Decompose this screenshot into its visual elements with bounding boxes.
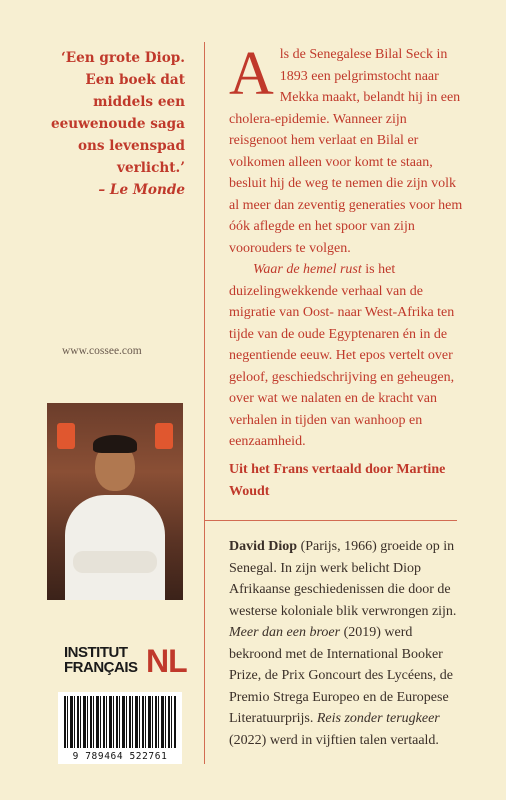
blurb-paragraph-2 [229, 259, 465, 453]
bio-part-2: (2019) werd bekroond met de International Booker Prize, de Prix Goncourt des Lycéens, de Premio Strega Europeo en de Europese Literatuurprijs. [229, 625, 453, 726]
quote-attribution: – Le Monde [98, 182, 185, 198]
bio-book-1: Meer dan een broer [229, 625, 341, 640]
arm-shape [73, 551, 157, 573]
translator-credit: Uit het Frans vertaald door Martine Woudt [229, 462, 446, 499]
blurb-paragraph-2-text: is het duizelingwekkende verhaal van de migratie van Oost- naar West-Afrika ten tijde van de oude Egyptenaren én in de negentiende eeuw. Het epos vertelt over geloof, geschiedschrijving en geheugen, over wat we nalaten en de kracht van verhalen in tijden van wanhoop en eenzaamheid. [229, 262, 455, 449]
book-title: Waar de hemel rust [253, 262, 362, 277]
author-name: David Diop [229, 539, 298, 554]
bio-part-3: (2022) werd in vijftien talen vertaald. [229, 732, 439, 748]
hair-shape [93, 435, 137, 453]
book-blurb [229, 40, 465, 453]
press-quote [40, 47, 185, 201]
quote-text: ‘Een grote Diop. Een boek dat middels een eeuwenoude saga ons levenspad verlicht.’ [50, 50, 185, 176]
logo-line2: FRANÇAIS [64, 659, 138, 676]
logo-line1: INSTITUT [64, 644, 128, 661]
institut-francais-logo [64, 643, 187, 679]
barcode-digits: 9 789464 522761 [72, 751, 168, 762]
blurb-paragraph-1: ls de Senegalese Bilal Seck in 1893 een pelgrimstocht naar Mekka maakt, belandt hij in een cholera-epidemie. Wanneer zijn reisgenoot hem verlaat en Bilal er volkomen alleen voor komt te staan, besluit hij de weg te nemen die zijn volk al meer dan zeventig generaties voor hem óók aflegde en het spoor van zijn voorouders te volgen. [229, 47, 463, 256]
isbn-barcode [58, 692, 182, 764]
author-portrait-icon [47, 403, 183, 600]
logo-suffix: NL [146, 643, 187, 679]
bio-part-1: (Parijs, 1966) groeide op in Senegal. In zijn werk belicht Diop Afrikaanse geschiedenissen die door de westerse koloniale blik verwrongen zijn. [229, 539, 457, 619]
shirt-shape [65, 495, 165, 600]
bio-book-2: Reis zonder terugkeer [316, 711, 440, 726]
vertical-divider [204, 42, 205, 764]
lamp-shape [155, 423, 173, 449]
publisher-website: www.cossee.com [62, 345, 142, 357]
author-bio [229, 536, 465, 751]
drop-cap: A [229, 40, 274, 108]
lamp-shape [57, 423, 75, 449]
horizontal-divider [204, 520, 457, 521]
barcode-bars [64, 696, 176, 748]
